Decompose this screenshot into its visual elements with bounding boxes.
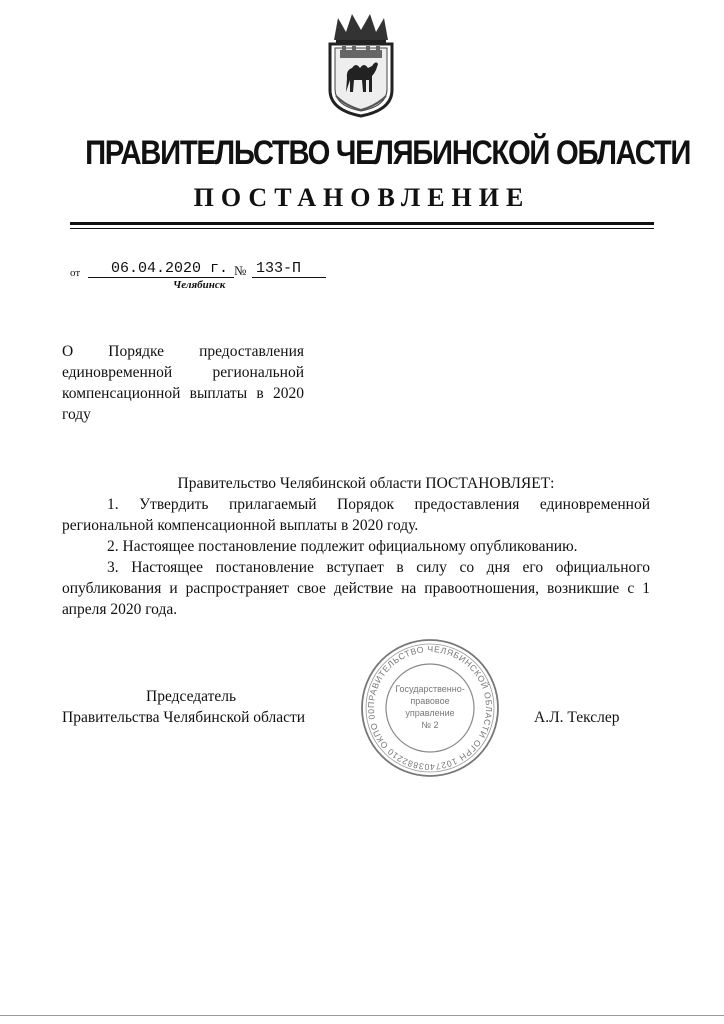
signatory-name: А.Л. Текслер bbox=[534, 709, 620, 726]
organization-title: ПРАВИТЕЛЬСТВО ЧЕЛЯБИНСКОЙ ОБЛАСТИ bbox=[85, 134, 691, 172]
decree-statement: Правительство Челябинской области ПОСТАНОВЛЯЕТ: bbox=[177, 475, 555, 492]
decree-item-1: 1. Утвердить прилагаемый Порядок предоставления единовременной региональной компенсационной выплаты в 2020 году. bbox=[62, 496, 650, 534]
svg-text:№ 2: № 2 bbox=[421, 720, 439, 730]
header-divider-thin bbox=[70, 228, 654, 229]
document-body bbox=[62, 473, 650, 620]
svg-text:управление: управление bbox=[405, 708, 455, 718]
svg-text:правовое: правовое bbox=[410, 696, 450, 706]
seal-icon bbox=[360, 638, 500, 778]
official-seal-stamp bbox=[360, 638, 500, 778]
document-date: 06.04.2020 г. bbox=[88, 260, 234, 278]
document-subject: О Порядке предоставления единовременной региональной компенсационной выплаты в 2020 году bbox=[62, 343, 304, 423]
svg-text:ПРАВИТЕЛЬСТВО ЧЕЛЯБИНСКОЙ ОБЛА: ПРАВИТЕЛЬСТВО ЧЕЛЯБИНСКОЙ ОБЛАСТИ ОГРН 1027403882210 ОКПО 00 bbox=[365, 643, 495, 773]
number-prefix-label: № bbox=[234, 263, 247, 278]
document-number: 133-П bbox=[252, 260, 326, 278]
city-label: Челябинск bbox=[173, 279, 226, 291]
header-divider-thick bbox=[70, 222, 654, 225]
coat-of-arms-emblem bbox=[316, 10, 406, 120]
decree-item-2: 2. Настоящее постановление подлежит официальному опубликованию. bbox=[107, 538, 578, 555]
svg-text:Государственно-: Государственно- bbox=[395, 684, 465, 694]
page-bottom-edge bbox=[0, 1015, 724, 1016]
document-type-heading: ПОСТАНОВЛЕНИЕ bbox=[193, 183, 531, 212]
camel-crest-icon bbox=[316, 10, 406, 120]
date-prefix-label: от bbox=[70, 267, 81, 279]
signatory-role-line2: Правительства Челябинской области bbox=[62, 709, 306, 726]
decree-item-3: 3. Настоящее постановление вступает в силу со дня его официального опубликования и распространяет свое действие на правоотношения, возникшие с 1 апреля 2020 года. bbox=[62, 559, 650, 618]
signatory-role-line1: Председатель bbox=[146, 688, 237, 705]
